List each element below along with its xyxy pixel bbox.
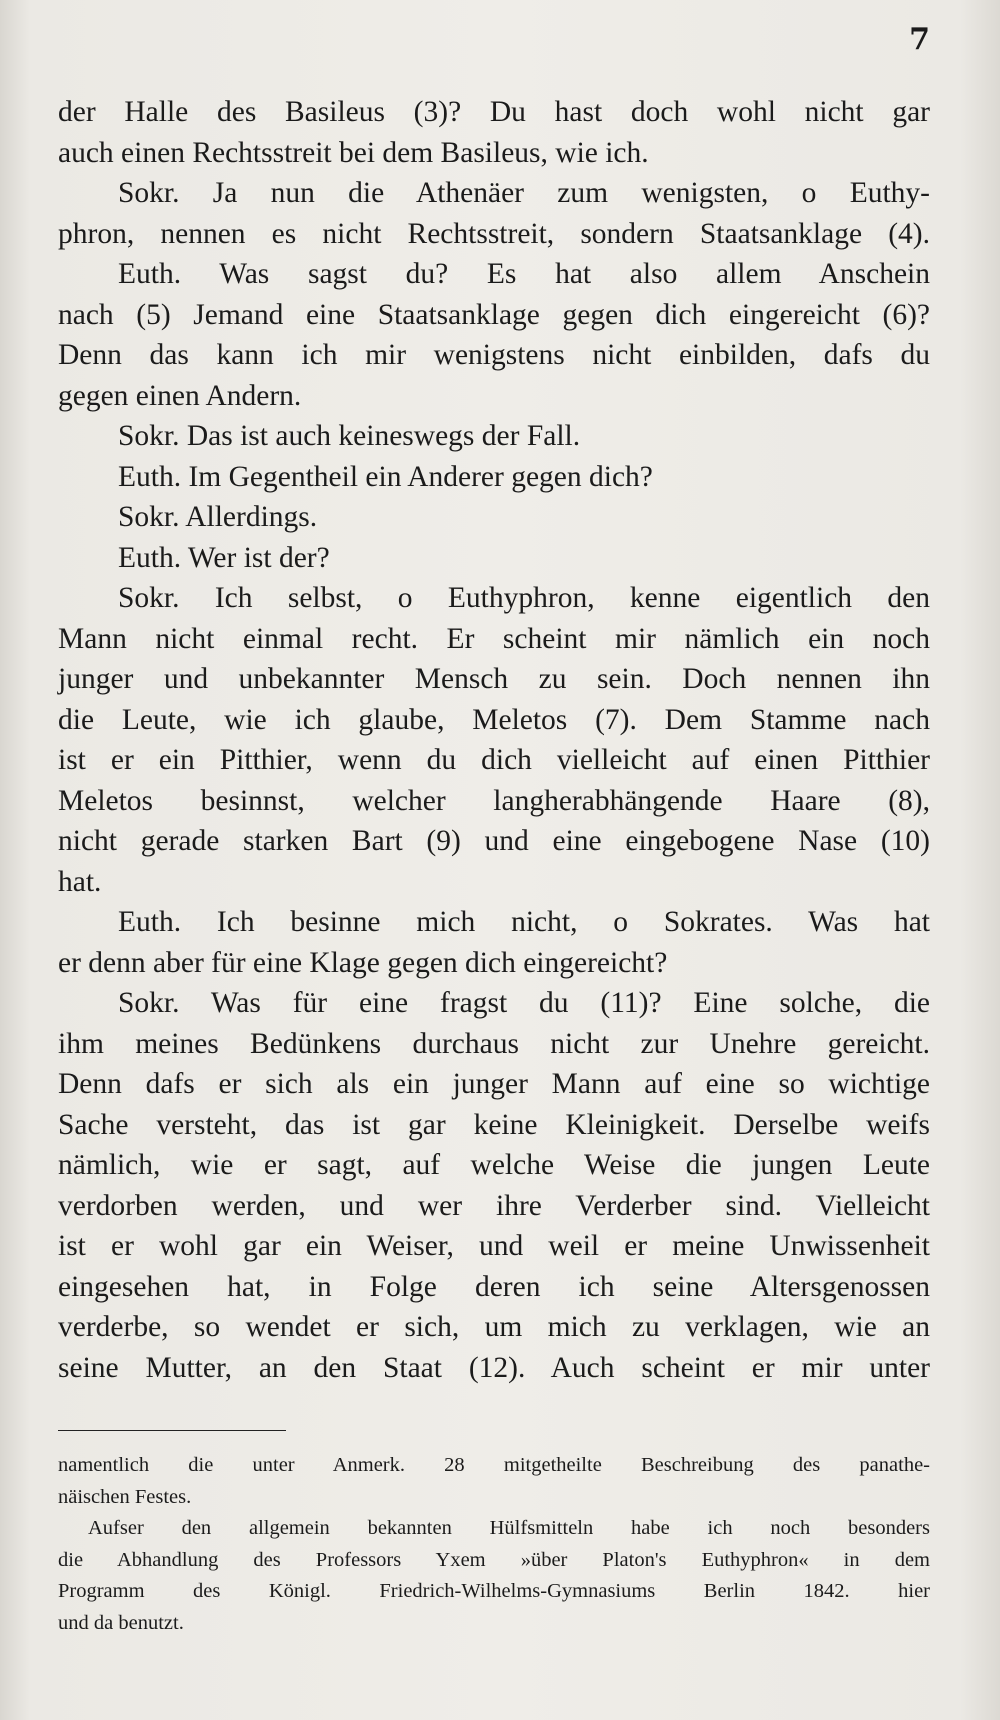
text-line-30: eingesehen hat, in Folge deren ich seine Altersgenossen [58,1270,930,1303]
text-line-5: Euth. Was sagst du? Es hat also allem Anschein [118,258,930,290]
text-line-27: nämlich, wie er sagt, auf welche Weise die jungen Leute [58,1149,930,1181]
footnote-line-3: Aufser den allgemein bekannten Hülfsmitteln habe ich noch besonders [88,1517,930,1539]
text-line-18: Meletos besinnst, welcher langherabhängende Haare (8), [58,784,930,817]
text-line-22: er denn aber für eine Klage gegen dich eingereicht? [58,946,668,979]
footnote-line-2: näischen Festes. [58,1485,192,1508]
text-line-9: Sokr. Das ist auch keineswegs der Fall. [118,420,581,452]
body-text [58,92,930,1388]
text-line-24: ihm meines Bedünkens durchaus nicht zur Unehre gereicht. [58,1027,930,1060]
footnote-line-5: Programm des Königl. Friedrich-Wilhelms-Gymnasiums Berlin 1842. hier [58,1580,930,1602]
text-line-12: Euth. Wer ist der? [118,541,330,574]
text-line-29: ist er wohl gar ein Weiser, und weil er meine Unwissenheit [58,1230,930,1262]
text-line-10: Euth. Im Gegentheil ein Anderer gegen dich? [118,460,653,493]
text-line-2: auch einen Rechtsstreit bei dem Basileus, wie ich. [58,136,649,169]
footnote-line-4: die Abhandlung des Professors Yxem »über Platon's Euthyphron« in dem [58,1548,930,1571]
text-line-20: hat. [58,865,102,898]
text-line-32: seine Mutter, an den Staat (12). Auch scheint er mir unter [58,1351,930,1384]
text-line-17: ist er ein Pitthier, wenn du dich vielleicht auf einen Pitthier [58,744,930,776]
text-line-26: Sache versteht, das ist gar keine Kleinigkeit. Derselbe weifs [58,1108,930,1141]
text-line-6: nach (5) Jemand eine Staatsanklage gegen dich eingereicht (6)? [58,298,930,331]
text-line-8: gegen einen Andern. [58,379,302,412]
text-line-23: Sokr. Was für eine fragst du (11)? Eine solche, die [118,987,930,1019]
text-line-28: verdorben werden, und wer ihre Verderber sind. Vielleicht [58,1189,930,1222]
footnote-rule [58,1430,286,1431]
page-number: 7 [909,22,930,57]
text-line-16: die Leute, wie ich glaube, Meletos (7). Dem Stamme nach [58,703,930,736]
text-line-19: nicht gerade starken Bart (9) und eine eingebogene Nase (10) [58,825,930,857]
text-line-7: Denn das kann ich mir wenigstens nicht einbilden, dafs du [58,339,930,371]
footnote-line-6: und da benutzt. [58,1611,184,1634]
text-line-31: verderbe, so wendet er sich, um mich zu verklagen, wie an [58,1311,930,1343]
footnote-line-1: namentlich die unter Anmerk. 28 mitgetheilte Beschreibung des panathe- [58,1454,930,1476]
text-line-25: Denn dafs er sich als ein junger Mann auf eine so wichtige [58,1068,930,1100]
text-line-14: Mann nicht einmal recht. Er scheint mir nämlich ein noch [58,622,930,655]
text-line-1: der Halle des Basileus (3)? Du hast doch wohl nicht gar [58,96,930,128]
footnotes [58,1450,930,1639]
text-line-13: Sokr. Ich selbst, o Euthyphron, kenne eigentlich den [118,582,930,614]
text-line-3: Sokr. Ja nun die Athenäer zum wenigsten, o Euthy- [118,177,930,209]
text-line-21: Euth. Ich besinne mich nicht, o Sokrates. Was hat [118,906,930,938]
text-line-4: phron, nennen es nicht Rechtsstreit, sondern Staatsanklage (4). [58,217,930,250]
text-line-11: Sokr. Allerdings. [118,501,318,533]
text-line-15: junger und unbekannter Mensch zu sein. Doch nennen ihn [58,663,930,695]
